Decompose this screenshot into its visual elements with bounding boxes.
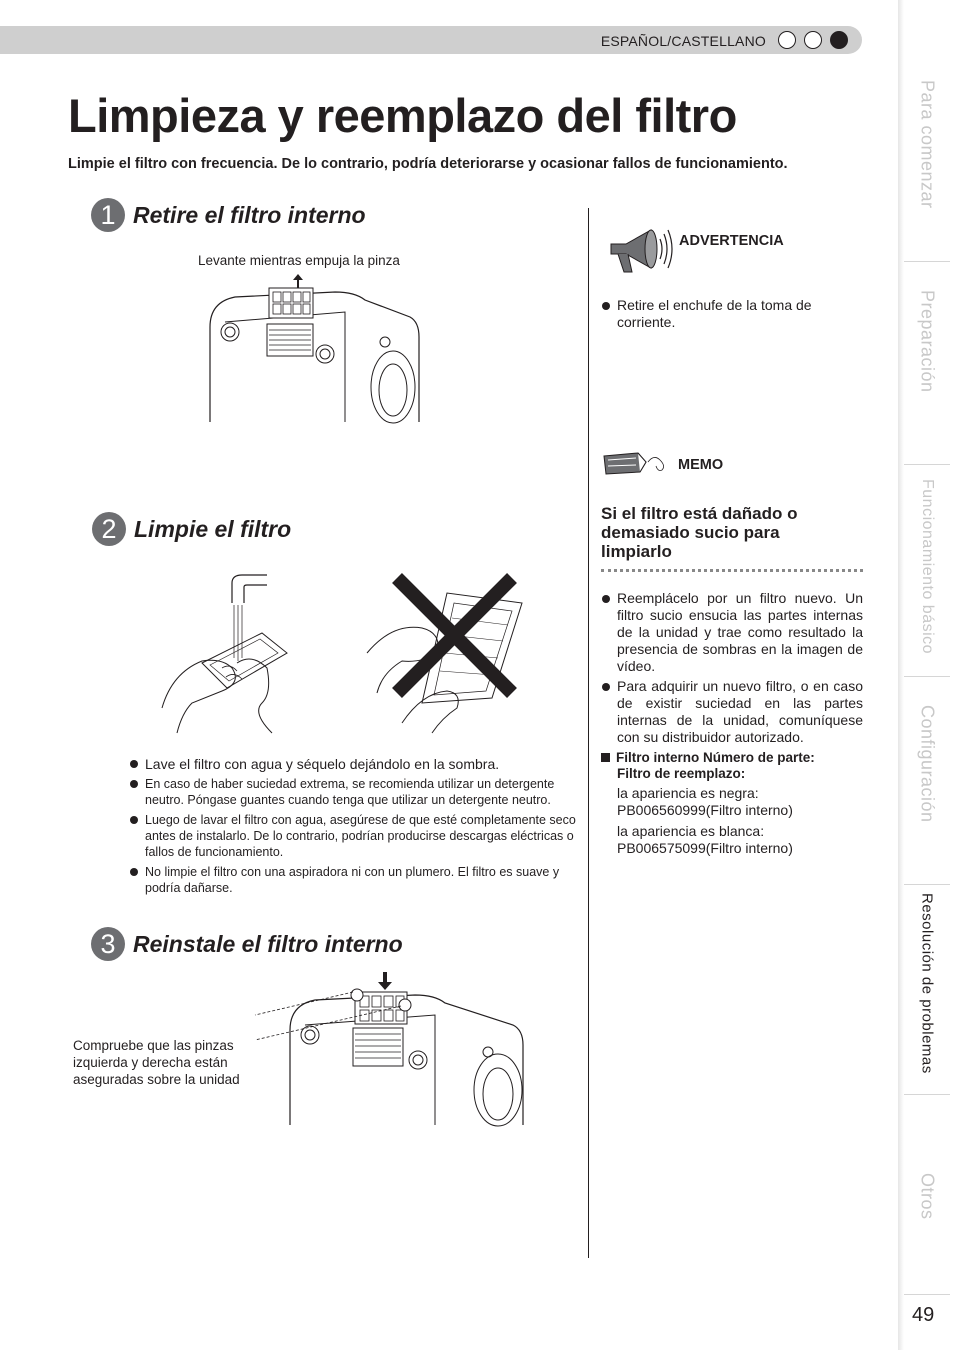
memo-heading: Si el filtro está dañado o demasiado sucio para limpiarlo [601, 504, 798, 561]
tab-label: Resolución de problemas [918, 893, 936, 1074]
list-item: Lave el filtro con agua y séquelo dejándolo en la sombra. [128, 756, 580, 772]
step-2-heading [92, 512, 291, 546]
indicator-dot [778, 31, 796, 49]
tab-funcionamiento-basico[interactable] [904, 465, 950, 677]
part-number-block [601, 749, 863, 858]
list-item: Para adquirir un nuevo filtro, o en caso de existir suciedad en las partes internas de la unidad, comuníquese con su distribuidor autorizado. [601, 678, 863, 746]
black-label: la apariencia es negra: [617, 784, 759, 801]
part-title [601, 749, 863, 767]
caption-line: izquierda y derecha están [73, 1055, 228, 1070]
column-divider [588, 208, 589, 1258]
step-3-heading [91, 927, 403, 961]
part-title-text: Filtro interno Número de parte: [616, 750, 815, 765]
step-1-caption: Levante mientras empuja la pinza [198, 253, 400, 268]
tab-label: Funcionamiento básico [919, 479, 936, 655]
megaphone-icon [606, 222, 676, 278]
memo-label: MEMO [678, 457, 724, 473]
list-item: En caso de haber suciedad extrema, se recomienda utilizar un detergente neutro. Póngase guantes cuando tenga que utilizar un detergente neutro. [128, 776, 580, 808]
vacuum-prohibited-illustration [362, 573, 532, 738]
tab-label: Otros [917, 1173, 938, 1220]
step-number: 1 [91, 198, 125, 232]
tab-para-comenzar[interactable] [904, 52, 950, 262]
dotted-divider [601, 569, 863, 572]
pencil-icon [602, 450, 668, 478]
tab-resolucion-de-problemas[interactable] [904, 885, 950, 1095]
list-item: No limpie el filtro con una aspiradora ni con un plumero. El filtro es suave y podría dañarse. [128, 864, 580, 896]
tab-label: Configuración [917, 705, 938, 823]
square-bullet-icon [601, 753, 610, 762]
intro-text: Limpie el filtro con frecuencia. De lo contrario, podría deteriorarse y ocasionar fallos de funcionamiento. [68, 156, 788, 172]
page-title: Limpieza y reemplazo del filtro [68, 89, 737, 142]
memo-list [601, 590, 863, 749]
white-label: la apariencia es blanca: [617, 822, 765, 839]
projector-remove-filter-illustration [205, 272, 425, 427]
tab-label: Preparación [917, 290, 938, 393]
list-item: Reemplácelo por un filtro nuevo. Un filtro sucio ensucia las partes internas de la unidad y trae como resultado la presencia de sombras en la imagen de vídeo. [601, 590, 863, 675]
step-3-caption [73, 1037, 240, 1088]
tab-label: Para comenzar [917, 80, 938, 209]
caption-line: aseguradas sobre la unidad [73, 1072, 240, 1087]
step-title: Retire el filtro interno [133, 201, 366, 228]
white-part-number: PB006575099(Filtro interno) [617, 840, 793, 856]
language-indicator [778, 31, 848, 49]
cleaning-instructions-list [128, 756, 580, 900]
step-number: 2 [92, 512, 126, 546]
language-label: ESPAÑOL/CASTELLANO [600, 33, 766, 49]
black-part-number: PB006560999(Filtro interno) [617, 802, 793, 818]
indicator-dot [804, 31, 822, 49]
tab-preparacion[interactable] [904, 262, 950, 465]
step-title: Limpie el filtro [134, 515, 292, 542]
warning-line: Retire el enchufe de la toma de [617, 297, 812, 313]
side-tabs [898, 0, 954, 1350]
step-title: Reinstale el filtro interno [133, 930, 403, 957]
projector-reinstall-filter-illustration [235, 970, 530, 1128]
step-number: 3 [91, 927, 125, 961]
header-bar [0, 26, 862, 54]
warning-line: corriente. [617, 314, 676, 330]
list-item: Luego de lavar el filtro con agua, asegúrese de que esté completamente seco antes de instalarlo. De lo contrario, podrían producirse descargas eléctricas o fallos de funcionamiento. [128, 812, 580, 860]
page-number: 49 [912, 1304, 935, 1326]
indicator-dot-active [830, 31, 848, 49]
tab-otros[interactable] [904, 1095, 950, 1295]
caption-line: Compruebe que las pinzas [73, 1038, 234, 1053]
washing-filter-illustration [152, 573, 302, 738]
step-1-heading [91, 198, 366, 232]
list-item [601, 297, 863, 331]
part-subtitle: Filtro de reemplazo: [617, 765, 746, 781]
tab-configuracion[interactable] [904, 677, 950, 885]
warning-list [601, 297, 863, 334]
warning-label: ADVERTENCIA [679, 233, 784, 249]
